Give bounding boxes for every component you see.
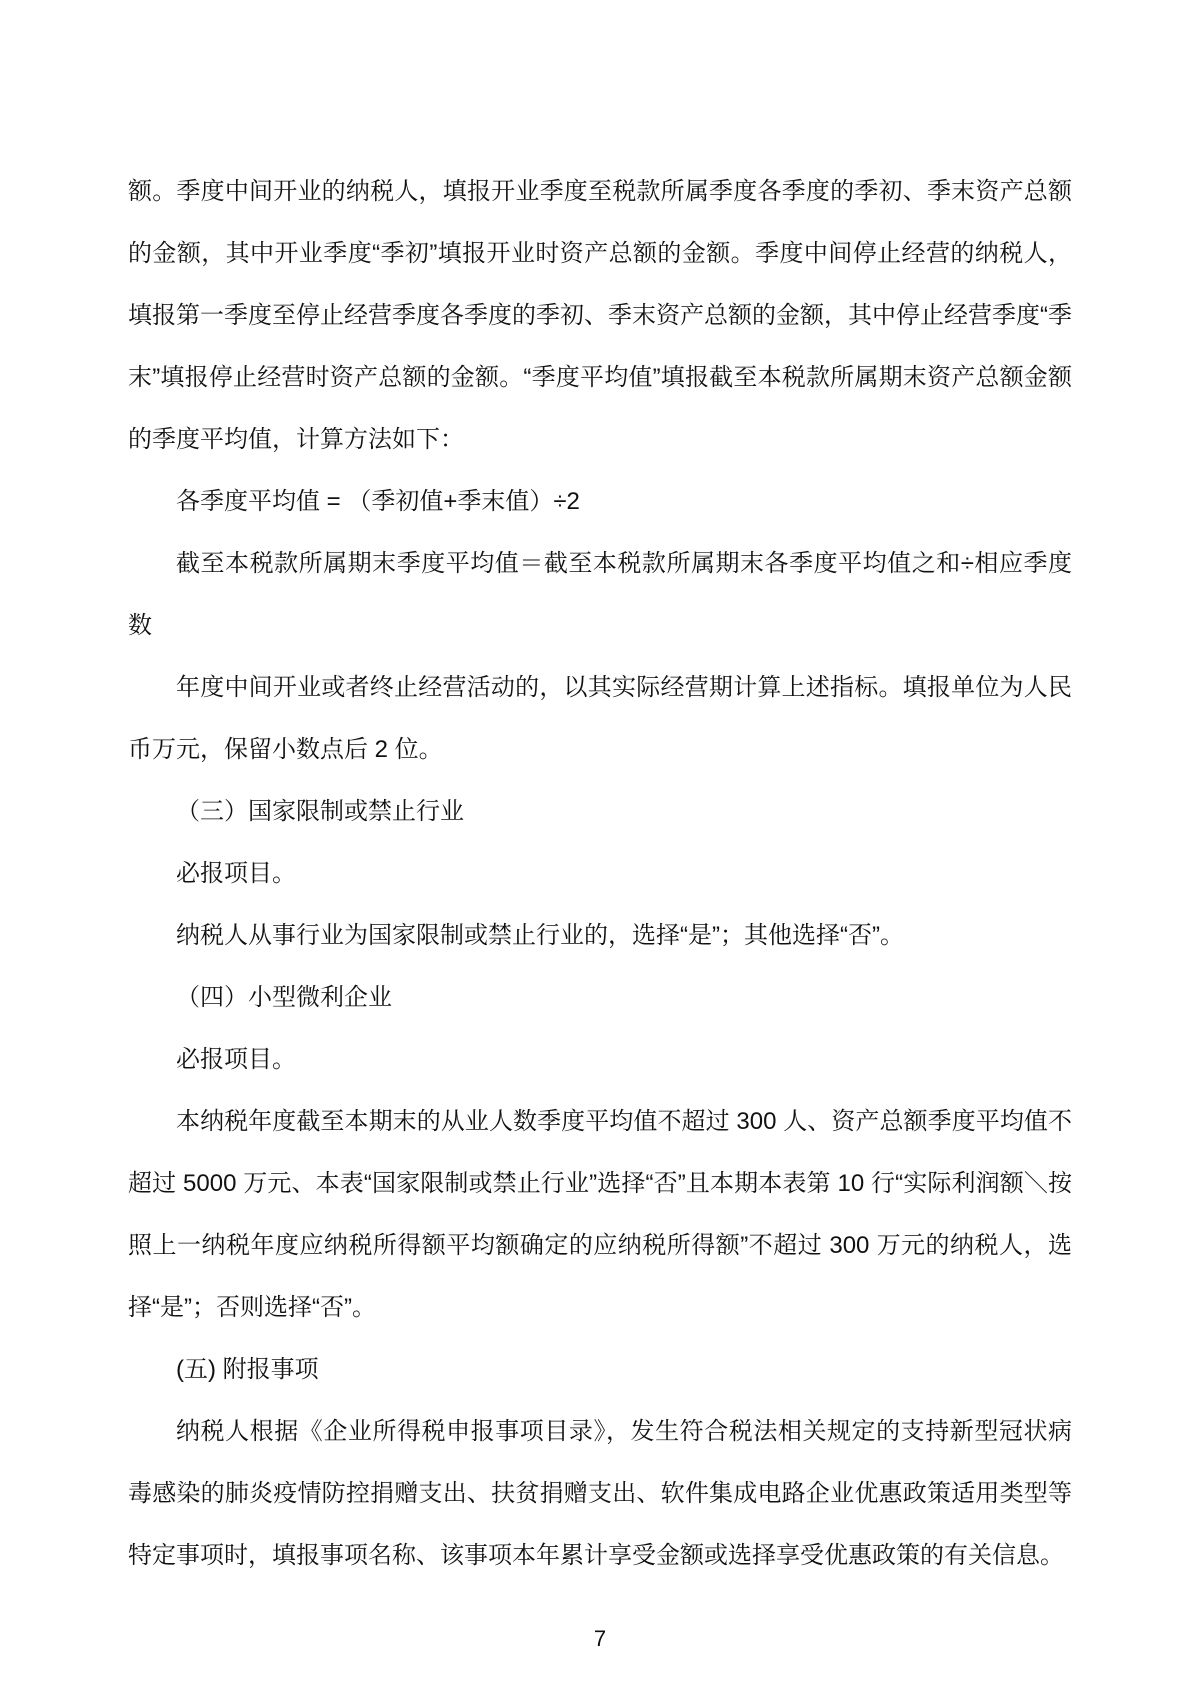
paragraph: （三）国家限制或禁止行业 — [176, 798, 464, 825]
page-number: 7 — [593, 1626, 607, 1651]
paragraph: 年度中间开业或者终止经营活动的，以其实际经营期计算上述指标。填报单位为人民币万元，保留小数点后 2 位。 — [128, 674, 1072, 763]
paragraph: 额。季度中间开业的纳税人，填报开业季度至税款所属季度各季度的季初、季末资产总额的金额，其中开业季度“季初”填报开业时资产总额的金额。季度中间停止经营的纳税人，填报第一季度至停止经营季度各季度的季初、季末资产总额的金额，其中停止经营季度“季末”填报停止经营时资产总额的金额。“季度平均值”填报截至本税款所属期末资产总额金额的季度平均值，计算方法如下： — [128, 178, 1072, 453]
document-body — [128, 161, 1072, 1587]
paragraph: 截至本税款所属期末季度平均值＝截至本税款所属期末各季度平均值之和÷相应季度数 — [128, 550, 1072, 639]
paragraph: （四）小型微利企业 — [176, 984, 392, 1011]
paragraph: (五) 附报事项 — [176, 1356, 319, 1383]
paragraph: 本纳税年度截至本期末的从业人数季度平均值不超过 300 人、资产总额季度平均值不超过 5000 万元、本表“国家限制或禁止行业”选择“否”且本期本表第 10 行“实际利润额＼按照上一纳税年度应纳税所得额平均额确定的应纳税所得额”不超过 300 万元的纳税人，选择“是”；否则选择“否”。 — [128, 1108, 1072, 1321]
paragraph: 纳税人根据《企业所得税申报事项目录》，发生符合税法相关规定的支持新型冠状病毒感染的肺炎疫情防控捐赠支出、扶贫捐赠支出、软件集成电路企业优惠政策适用类型等特定事项时，填报事项名称、该事项本年累计享受金额或选择享受优惠政策的有关信息。 — [128, 1418, 1072, 1569]
paragraph: 必报项目。 — [176, 860, 296, 887]
paragraph: 必报项目。 — [176, 1046, 296, 1073]
paragraph: 各季度平均值 = （季初值+季末值）÷2 — [176, 488, 580, 515]
paragraph: 纳税人从事行业为国家限制或禁止行业的，选择“是”；其他选择“否”。 — [176, 922, 904, 949]
